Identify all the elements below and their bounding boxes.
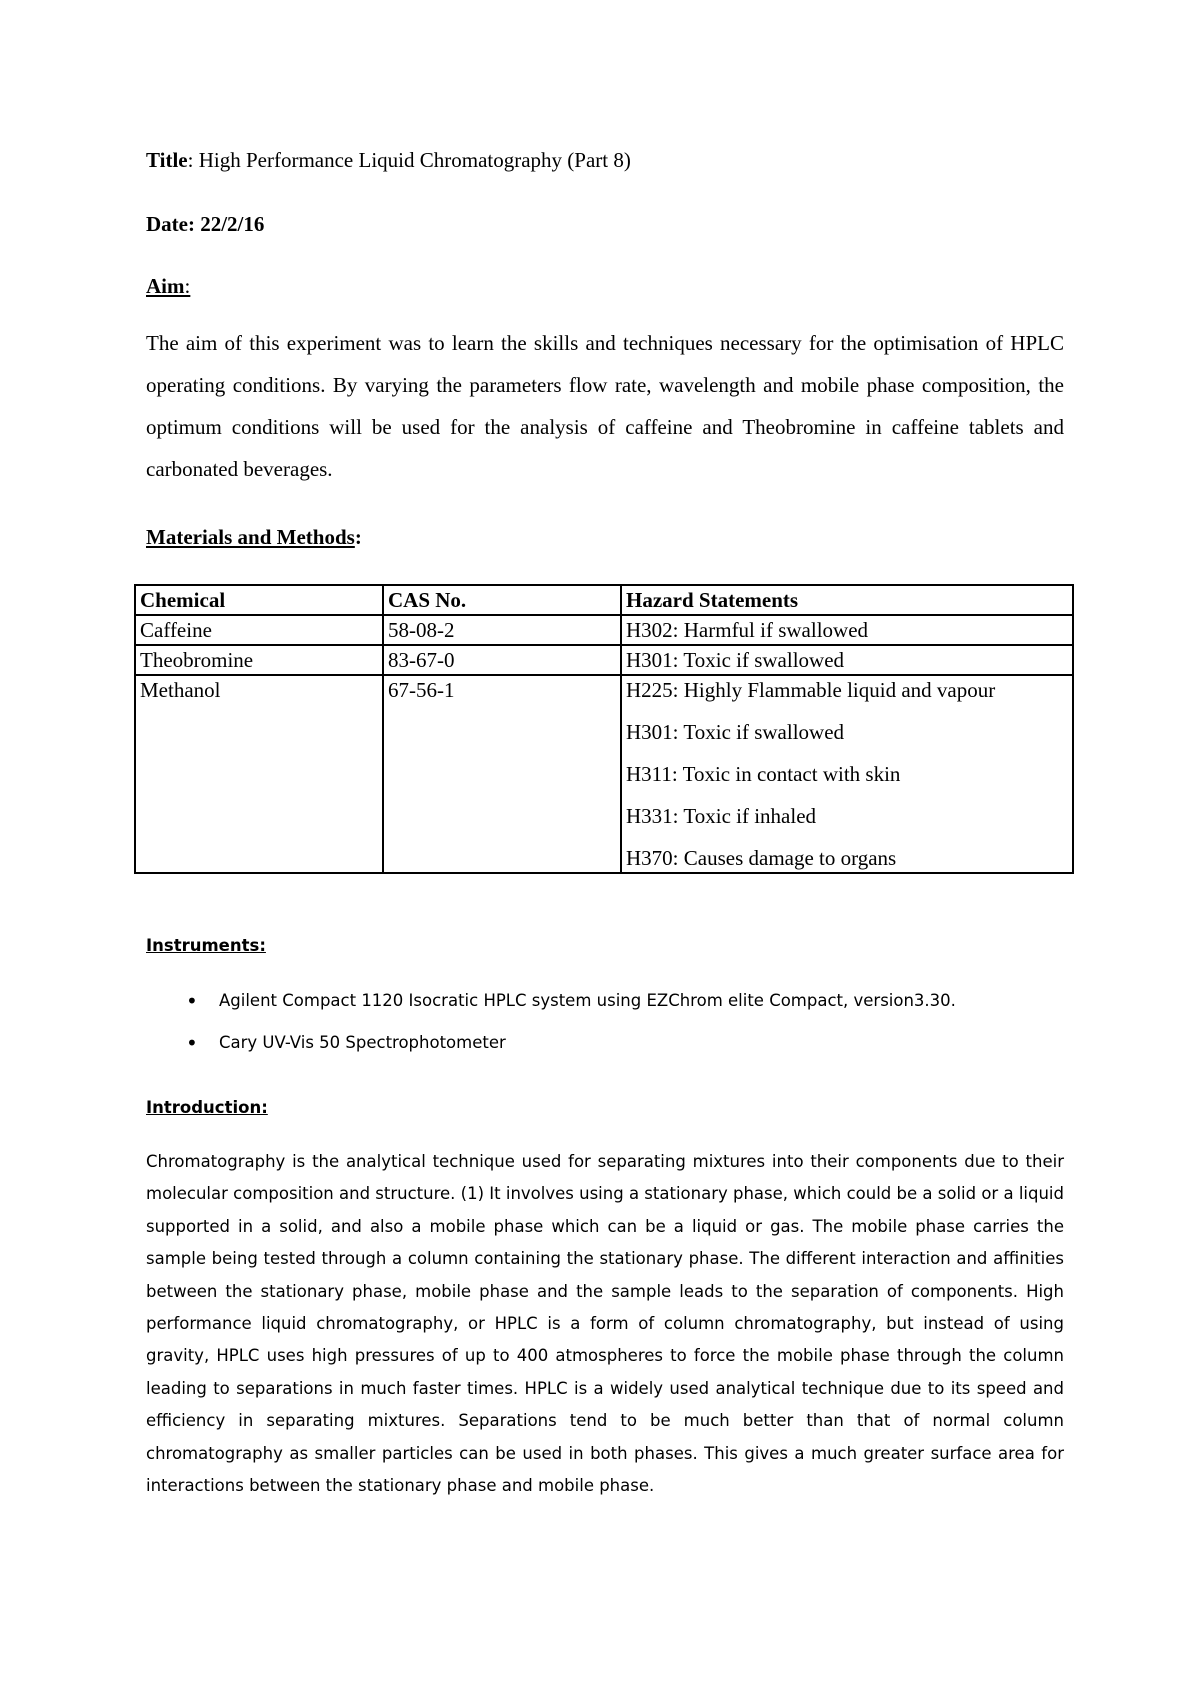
cell-cas: 83-67-0 [383, 645, 621, 675]
table-header-row [135, 585, 1073, 615]
column-header-hazards: Hazard Statements [621, 585, 1073, 615]
instruments-list [146, 990, 956, 1074]
title-line [146, 148, 631, 173]
column-header-cas: CAS No. [383, 585, 621, 615]
cell-hazards [621, 615, 1073, 645]
hazard-statement: H370: Causes damage to organs [626, 846, 897, 870]
instruments-heading: Instruments: [146, 936, 266, 955]
hazard-statement: H301: Toxic if swallowed [626, 720, 845, 744]
materials-heading-text: Materials and Methods [146, 525, 355, 549]
cell-chemical: Caffeine [135, 615, 383, 645]
cell-cas: 58-08-2 [383, 615, 621, 645]
date-line: Date: 22/2/16 [146, 212, 265, 236]
aim-paragraph: The aim of this experiment was to learn the skills and techniques necessary for the optimisation of HPLC operating conditions. By varying the parameters flow rate, wavelength and mobile phase composition, the optimum conditions will be used for the analysis of caffeine and Theobromine in caffeine tablets and carbonated beverages. [146, 331, 1064, 481]
table-row [135, 675, 1073, 873]
list-item: • Cary UV-Vis 50 Spectrophotometer [146, 1032, 956, 1054]
hazard-statement: H311: Toxic in contact with skin [626, 762, 901, 786]
hazard-statement: H301: Toxic if swallowed [626, 648, 845, 672]
hazard-statement: H225: Highly Flammable liquid and vapour [626, 678, 996, 702]
materials-heading-colon: : [354, 525, 362, 549]
aim-heading-colon: : [184, 274, 191, 298]
cell-chemical: Theobromine [135, 645, 383, 675]
cell-hazards [621, 675, 1073, 873]
materials-heading [146, 525, 362, 550]
cell-hazards [621, 645, 1073, 675]
hazard-table [134, 584, 1074, 874]
title-label: Title [146, 148, 188, 172]
table-row [135, 615, 1073, 645]
title-value: : High Performance Liquid Chromatography (Part 8) [187, 148, 631, 172]
hazard-statement: H302: Harmful if swallowed [626, 618, 869, 642]
list-item: • Agilent Compact 1120 Isocratic HPLC system using EZChrom elite Compact, version3.30. [146, 990, 956, 1012]
introduction-paragraph: Chromatography is the analytical technique used for separating mixtures into their components due to their molecular composition and structure. (1) It involves using a stationary phase, which could be a solid or a liquid supported in a solid, and also a mobile phase which can be a liquid or gas. The mobile phase carries the sample being tested through a column containing the stationary phase. The different interaction and affinities between the stationary phase, mobile phase and the sample leads to the separation of components. High performance liquid chromatography, or HPLC is a form of column chromatography, but instead of using gravity, HPLC uses high pressures of up to 400 atmospheres to force the mobile phase through the column leading to separations in much faster times. HPLC is a widely used analytical technique due to its speed and efficiency in separating mixtures. Separations tend to be much better than that of normal column chromatography as smaller particles can be used in both phases. This gives a much greater surface area for interactions between the stationary phase and mobile phase. [146, 1152, 1064, 1496]
table-row [135, 645, 1073, 675]
cell-cas: 67-56-1 [383, 675, 621, 873]
introduction-heading: Introduction: [146, 1098, 268, 1117]
hazard-statement: H331: Toxic if inhaled [626, 804, 817, 828]
column-header-chemical: Chemical [135, 585, 383, 615]
cell-chemical: Methanol [135, 675, 383, 873]
aim-heading-text: Aim [146, 274, 185, 298]
aim-heading [146, 274, 190, 299]
